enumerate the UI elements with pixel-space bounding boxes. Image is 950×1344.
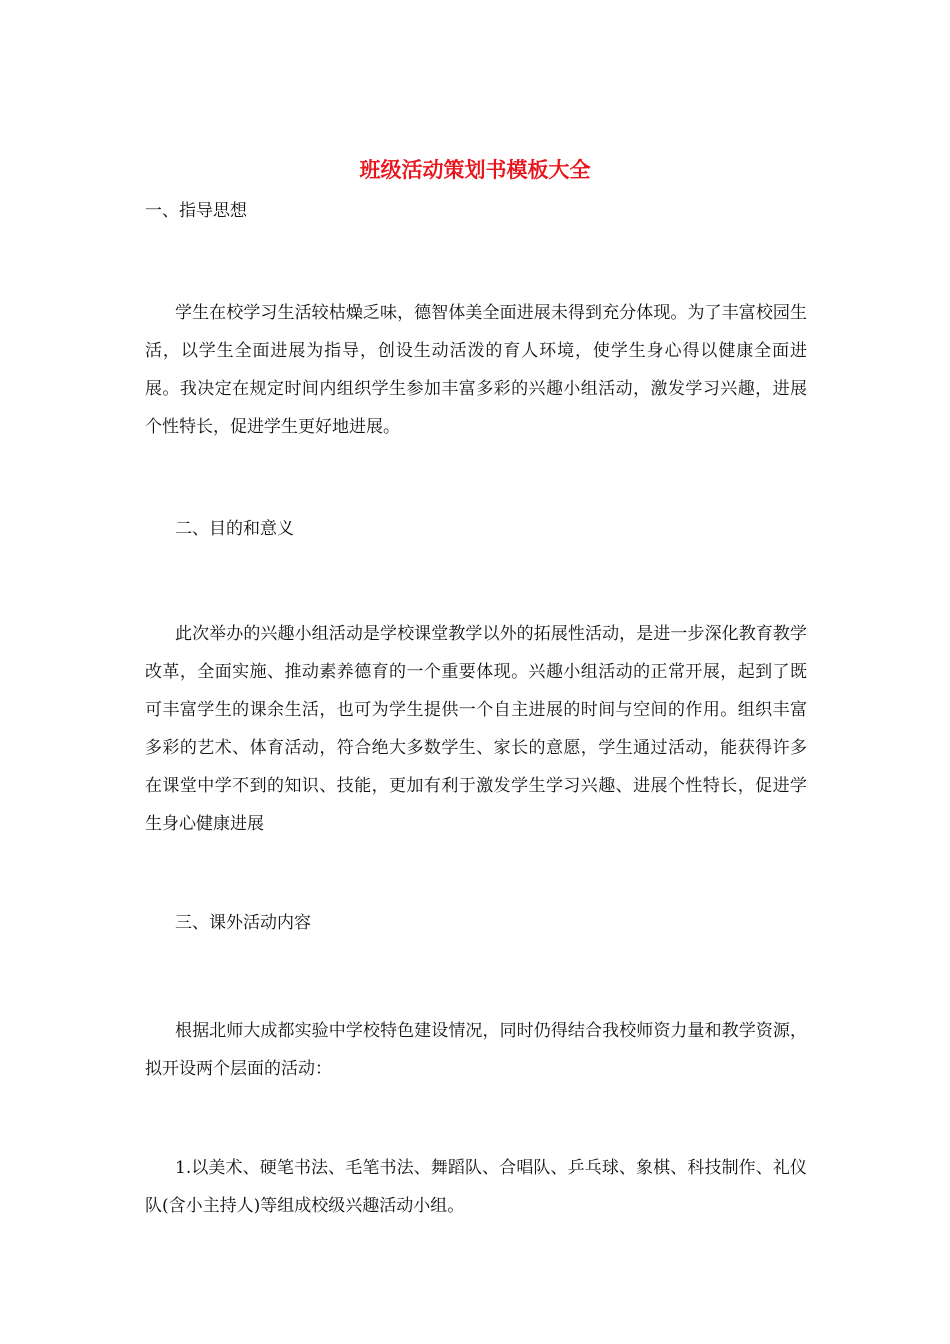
paragraph-activity-intro: 根据北师大成都实验中学校特色建设情况，同时仍得结合我校师资力量和教学资源，拟开设两个层面的活动： (145, 1021, 807, 1079)
document-title: 班级活动策划书模板大全 (359, 157, 591, 182)
section-heading-guiding-thought: 一、指导思想 (145, 201, 247, 221)
paragraph-activity-item-1: 1.以美术、硬笔书法、毛笔书法、舞蹈队、合唱队、乒乓球、象棋、科技制作、礼仪队(含小主持人)等组成校级兴趣活动小组。 (145, 1158, 807, 1216)
paragraph-guiding-thought: 学生在校学习生活较枯燥乏味，德智体美全面进展未得到充分体现。为了丰富校园生活，以学生全面进展为指导，创设生动活泼的育人环境，使学生身心得以健康全面进展。我决定在规定时间内组织学生参加丰富多彩的兴趣小组活动，激发学习兴趣，进展个性特长，促进学生更好地进展。 (145, 303, 807, 437)
section-heading-activity-content: 三、课外活动内容 (175, 913, 311, 933)
section-heading-purpose: 二、目的和意义 (175, 519, 294, 539)
paragraph-purpose: 此次举办的兴趣小组活动是学校课堂教学以外的拓展性活动，是进一步深化教育教学改革，全面实施、推动素养德育的一个重要体现。兴趣小组活动的正常开展，起到了既可丰富学生的课余生活，也可为学生提供一个自主进展的时间与空间的作用。组织丰富多彩的艺术、体育活动，符合绝大多数学生、家长的意愿，学生通过活动，能获得许多在课堂中学不到的知识、技能，更加有利于激发学生学习兴趣、进展个性特长，促进学生身心健康进展 (145, 624, 807, 834)
